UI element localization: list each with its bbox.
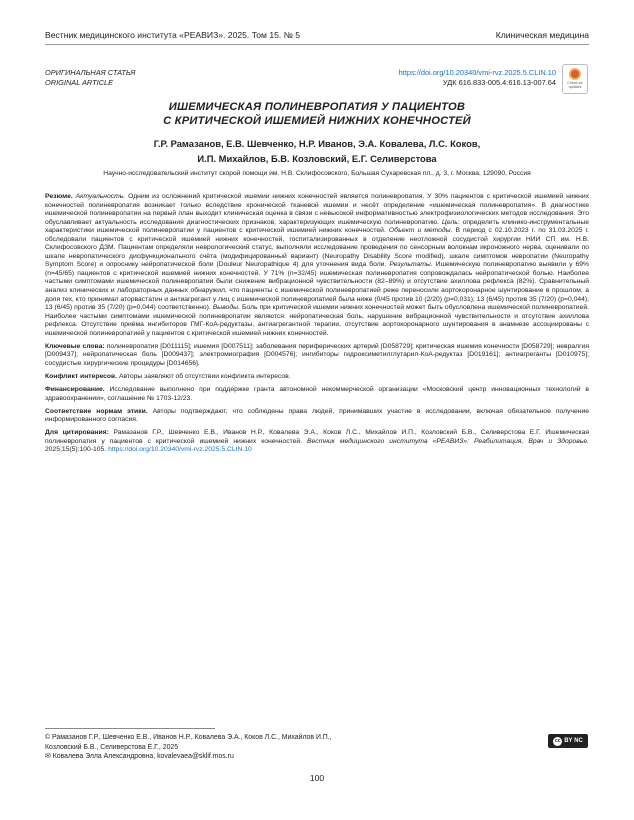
article-front-matter <box>45 193 589 459</box>
check-for-updates-icon <box>569 68 581 80</box>
affiliation: Научно-исследовательский институт скорой помощи им. Н.В. Склифосовского, Большая Сухаревская пл., д. 3, г. Москва, 129090, Россия <box>103 170 531 177</box>
abstract-label: Резюме. <box>45 193 73 200</box>
cc-license-badge[interactable] <box>548 734 588 748</box>
footnote <box>45 733 332 762</box>
article-type-en: ORIGINAL ARTICLE <box>45 78 114 87</box>
authors-line-1: Г.Р. Рамазанов, Е.В. Шевченко, Н.Р. Иванов, Э.А. Ковалева, Л.С. Коков, <box>153 138 481 149</box>
keywords-label: Ключевые слова: <box>45 342 105 350</box>
results-label: Результаты. <box>389 261 433 269</box>
article-type-ru: ОРИГИНАЛЬНАЯ СТАТЬЯ <box>45 68 136 77</box>
conflict-of-interest <box>45 373 589 382</box>
udk-code: УДК 616.833-005.4:616.13-007.64 <box>442 78 556 87</box>
results-text: Ишемическую полиневропатию выявили у 69% (n=45/65) пациентов с критической ишемией нижних конечностей. У 71% (n=32/45) ишемическая полиневропатия сопровождалась нейропатической болью. Наиболее частыми симптомами ишемической полиневропатии были снижение вибрационной чувствительности (82–89%) и отсутствие ахиллова рефлекса (82%). Сравнительный анализ клинических и лабораторных данных обнаружил, что пациенты с ишемической полиневропатией реже переносили аортокоронарное шунтирование в прошлом, а доля тех, кто принимал аторвастатин и антиагрегант у лиц с ишемической полиневропатией была ниже (0/45 против 10 (2/20) (p=0,031); 13 (6/45) против 35 (7/20) (p=0,044); 13 (6/45) против 35 (7/20) (p=0,044) соответственно). <box>45 261 589 312</box>
copyright-line-2: Козловский Б.В., Селиверстова Е.Г., 2025 <box>45 743 179 751</box>
copyright-line-1: © Рамазанов Г.Р., Шевченко Е.В., Иванов Н.Р., Ковалева Э.А., Коков Л.С., Михайлов И.П., <box>45 734 332 741</box>
license-label: BY NC <box>564 738 583 744</box>
keywords <box>45 343 589 369</box>
citation <box>45 429 589 455</box>
title-line-1: ИШЕМИЧЕСКАЯ ПОЛИНЕВРОПАТИЯ У ПАЦИЕНТОВ <box>168 101 466 113</box>
funding-text: Исследование выполнено при поддержке гранта автономной некоммерческой организации «Московский центр инновационных технологий в здравоохранении», соглашение № 1703-12/23. <box>45 385 589 402</box>
relevance-text: Одним из осложнений критической ишемии нижних конечностей является полиневропатия. У 30% пациентов с критической ишемией нижних конечностей полиневропатия возникает только вследствие хронической тканевой ишемии и несёт определение «ишемическая полиневропатия». В диагностике ишемической полиневропатии на первый план выходит клиническая оценка в связи с невысокой информативностью электрофизиологических методов исследования. Это обуславливает актуальность исследования диагностических признаков, характеризующих ишемическую полиневропатию. <box>45 193 589 226</box>
page-number: 100 <box>309 773 325 783</box>
article-type <box>45 68 135 88</box>
aim-label: Цель: <box>441 218 460 226</box>
article-title <box>60 100 574 128</box>
citation-label: Для цитирования: <box>45 429 109 437</box>
header-divider <box>45 44 589 45</box>
article-identifiers <box>399 68 556 88</box>
funding-label: Финансирование. <box>45 385 105 393</box>
funding <box>45 386 589 403</box>
section-name: Клиническая медицина <box>495 30 589 40</box>
relevance-label: Актуальность. <box>75 193 126 200</box>
footnote-divider <box>45 728 215 729</box>
conflict-label: Конфликт интересов. <box>45 372 118 380</box>
citation-journal: Вестник медицинского института «РЕАВИЗ»: Реабилитация, Врач и Здоровье. <box>307 437 589 445</box>
aim-text: определить клинико-инструментальные характеристики ишемической полиневропатии у пациентов с критической ишемией нижних конечностей. <box>45 218 589 235</box>
conclusions-text: Боль при критической ишемии нижних конечностей может быть обусловлена ишемической полиневропатией. Наиболее частыми симптомами ишемической полиневропатии являются: нейропатическая боль, нарушение вибрационной чувствительности и отсутствие ахиллова рефлекса. Отсутствие приёма ингибиторов ГМГ-КоА-редуктазы, антиагрегантной терапии, отсутствие аортокоронарного шунтирования в анамнезе ассоциированы с ишемической полиневропатией у пациентов с критической ишемией нижних конечностей. <box>45 304 589 337</box>
author-list <box>60 136 574 166</box>
contact-author: ✉ Ковалева Элла Александровна, kovalevaea@sklif.mos.ru <box>45 753 234 761</box>
creative-commons-icon: cc <box>554 737 561 744</box>
ethics-label: Соответствие нормам этики. <box>45 407 148 415</box>
ethics <box>45 408 589 425</box>
journal-name: Вестник медицинского института «РЕАВИЗ». 2025. Том 15. № 5 <box>45 30 301 40</box>
ethics-text: Авторы подтверждают, что соблюдены права людей, принимавших участие в исследовании, включая обязательное получение информированного согласия. <box>45 407 589 424</box>
title-line-2: С КРИТИЧЕСКОЙ ИШЕМИЕЙ НИЖНИХ КОНЕЧНОСТЕЙ <box>163 115 471 127</box>
conflict-text: Авторы заявляют об отсутствии конфликта интересов. <box>118 372 291 380</box>
doi-link[interactable]: https://doi.org/10.20340/vmi-rvz.2025.5.CLIN.10 <box>398 68 556 77</box>
citation-text: Рамазанов Г.Р., Шевченко Е.В., Иванов Н.Р., Ковалева Э.А., Коков Л.С., Михайлов И.П., Козловский Б.В., Селиверстова Е.Г. Ишемическая полиневропатия у пациентов с критической ишемией нижних конечностей. <box>45 429 590 445</box>
badge-label: Check for updates <box>567 81 583 89</box>
authors-line-2: И.П. Михайлов, Б.В. Козловский, Е.Г. Селиверстова <box>197 153 437 164</box>
keywords-text: полиневропатия [D011115]; ишемия [D007511]; заболевания периферических артерий [D058729]; критическая ишемия конечности [D058729]; невралгия [D009437]; нейропатическая боль [D009437]; электромиография [D004576]; ингибиторы гидроксиметилглутарил-КоА-редуктаз [D019161]; антиагреганты [D010975]; сосудистые хирургические процедуры [D014656]. <box>45 342 589 367</box>
citation-details: 2025;15(5):100-105. <box>45 446 107 454</box>
methods-text: В период с 02.10.2023 г. по 31.03.2025 г. обследовали пациентов с критической ишемией нижних конечностей, госпитализированных в отделение неотложной сосудистой хирургии НИИ СП им. Н.В. Склифосовского ДЗМ. Пациентам определяли неврологический статус, выполняли исследование проведения по сенсорным волокнам икроножного нерва, оценивали по шкале невропатического дисфункционального счёта (модифицированный вариант) (Neuropathy Disability Score modified), шкале симптомов невропатии (Neuropathy Symptom Score) и опроснику нейропатической боли (Douleur Neuropathique 4) для уточнения вида боли. <box>45 227 589 269</box>
conclusions-label: Выводы. <box>212 304 240 312</box>
citation-doi-link[interactable]: https://doi.org/10.20340/vmi-rvz.2025.5.CLIN.10 <box>108 446 252 454</box>
methods-label: Объект и методы. <box>388 227 453 235</box>
check-for-updates-badge[interactable] <box>562 64 588 94</box>
running-header <box>45 30 589 40</box>
abstract <box>45 193 589 338</box>
